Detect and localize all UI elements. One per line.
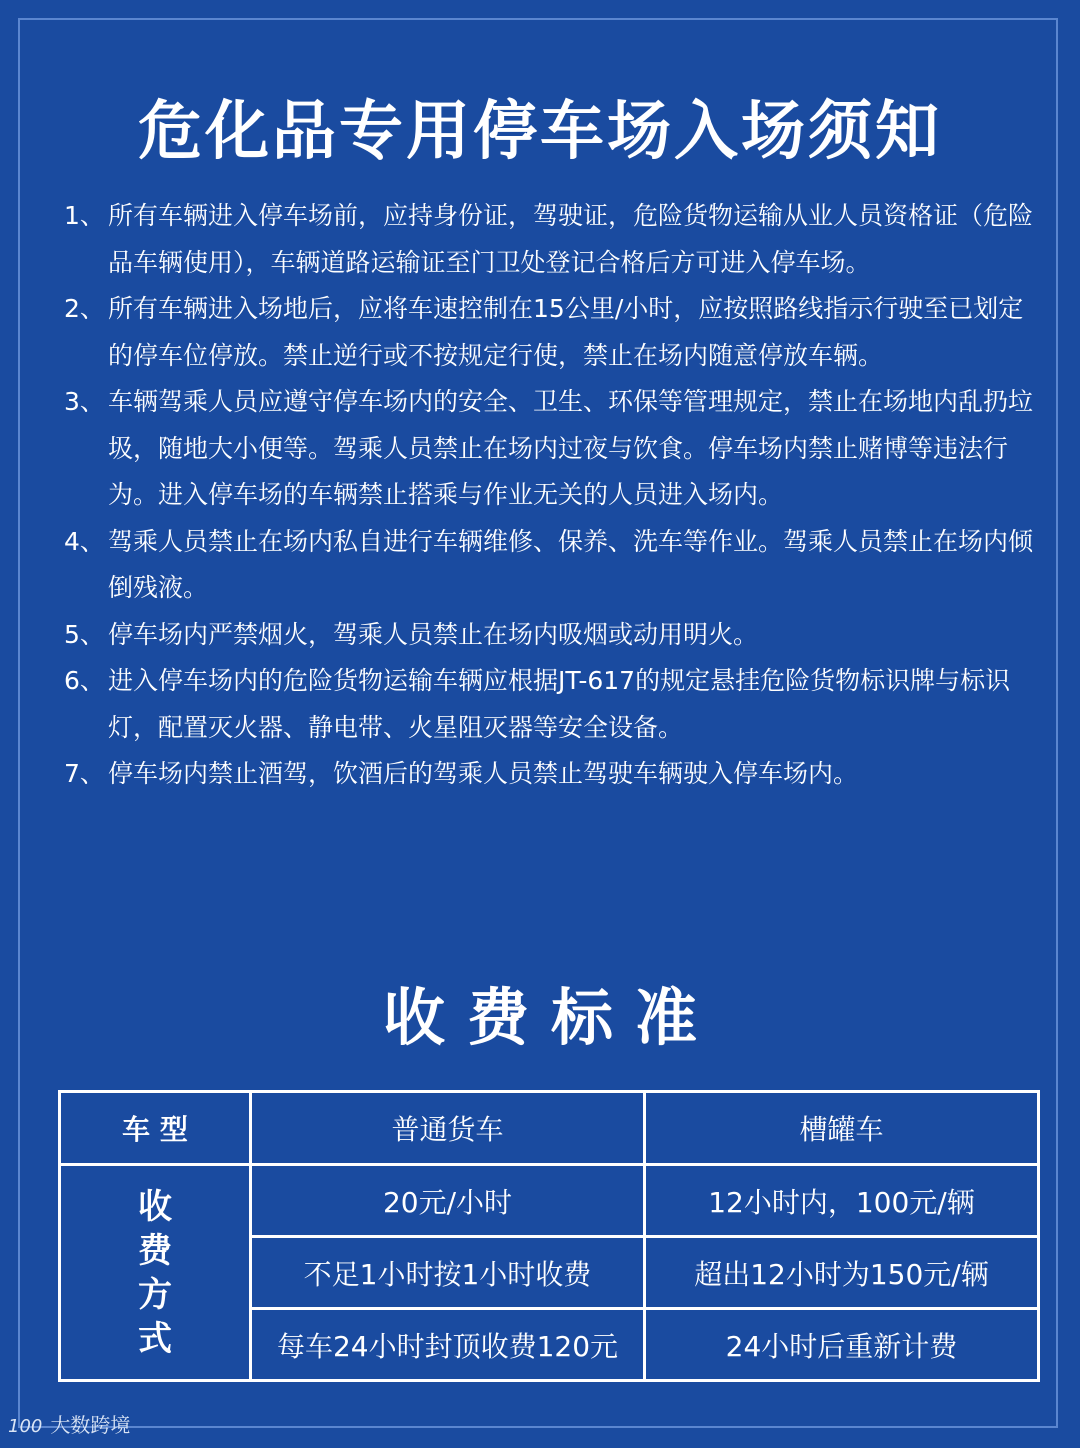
row-label-char: 费	[138, 1230, 172, 1271]
watermark-text: 大数跨境	[50, 1413, 131, 1437]
rule-number: 2、	[64, 294, 105, 323]
row-label-char: 式	[138, 1318, 172, 1359]
rule-text: 停车场内禁止酒驾，饮酒后的驾乘人员禁止驾驶车辆驶入停车场内。	[108, 759, 859, 788]
rule-text: 所有车辆进入停车场前，应持身份证，驾驶证，危险货物运输从业人员资格证（危险品车辆使用），车辆道路运输证至门卫处登记合格后方可进入停车场。	[108, 201, 1034, 277]
header-ordinary-truck: 普通货车	[251, 1092, 645, 1165]
rule-number: 6、	[64, 666, 105, 695]
row-label-fee-method	[60, 1165, 251, 1381]
rule-item	[64, 612, 1039, 659]
table-cell: 不足1小时按1小时收费	[251, 1237, 645, 1309]
rule-number: 1、	[64, 201, 105, 230]
table-cell: 20元/小时	[251, 1165, 645, 1237]
header-vehicle-type: 车 型	[60, 1092, 251, 1165]
row-label-char: 收	[138, 1186, 172, 1227]
rule-number: 4、	[64, 526, 105, 556]
table-cell: 超出12小时为150元/辆	[645, 1237, 1039, 1309]
table-header-row	[60, 1092, 1039, 1165]
rule-number: 7、	[64, 759, 105, 788]
rule-number: 3、	[64, 387, 105, 416]
page-title: 危化品专用停车场入场须知	[138, 95, 942, 169]
table-cell: 24小时后重新计费	[645, 1309, 1039, 1381]
rule-item	[64, 658, 1039, 751]
fee-section-title: 收费标准	[382, 981, 719, 1054]
table-row	[60, 1165, 1039, 1237]
rule-item	[64, 519, 1039, 612]
header-tank-truck: 槽罐车	[645, 1092, 1039, 1165]
row-label-char: 方	[138, 1274, 172, 1315]
rule-item	[64, 286, 1039, 379]
rule-number: 5、	[64, 619, 105, 649]
rule-text: 驾乘人员禁止在场内私自进行车辆维修、保养、洗车等作业。驾乘人员禁止在场内倾倒残液。	[108, 526, 1034, 602]
rule-text: 进入停车场内的危险货物运输车辆应根据JT-617的规定悬挂危险货物标识牌与标识灯，配置灭火器、静电带、火星阻灭器等安全设备。	[108, 666, 1011, 742]
rule-item	[64, 751, 1039, 798]
rule-text: 所有车辆进入场地后，应将车速控制在15公里/小时，应按照路线指示行驶至已划定的停车位停放。禁止逆行或不按规定行使，禁止在场内随意停放车辆。	[108, 294, 1024, 370]
rule-item	[64, 379, 1039, 519]
rules-list	[64, 193, 1039, 798]
rule-text: 车辆驾乘人员应遵守停车场内的安全、卫生、环保等管理规定，禁止在场地内乱扔垃圾，随地大小便等。驾乘人员禁止在场内过夜与饮食。停车场内禁止赌博等违法行为。进入停车场的车辆禁止搭乘与作业无关的人员进入场内。	[108, 387, 1034, 509]
table-cell: 每车24小时封顶收费120元	[251, 1309, 645, 1381]
table-cell: 12小时内，100元/辆	[645, 1165, 1039, 1237]
rule-text: 停车场内严禁烟火，驾乘人员禁止在场内吸烟或动用明火。	[108, 619, 759, 649]
watermark	[8, 1410, 130, 1442]
fee-table	[58, 1090, 1040, 1382]
rule-item	[64, 193, 1039, 286]
watermark-logo-icon: 100	[8, 1416, 43, 1437]
